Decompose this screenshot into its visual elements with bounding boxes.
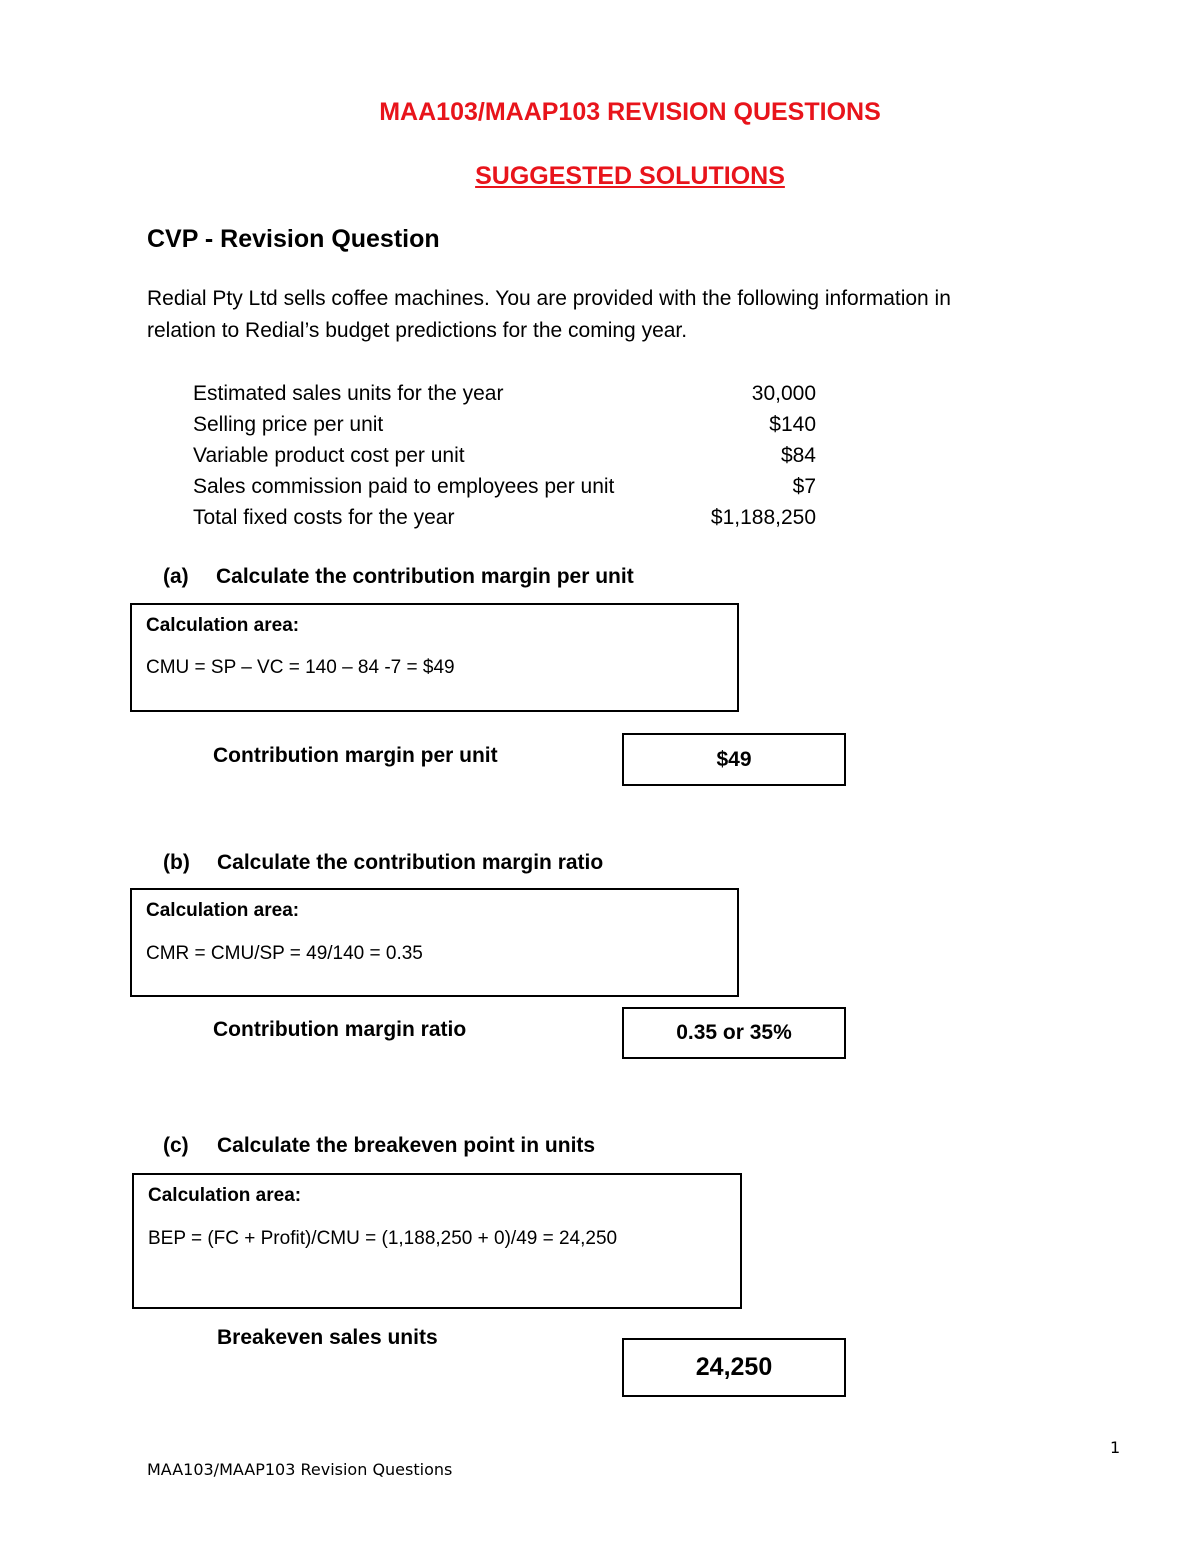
question-c-text: Calculate the breakeven point in units [217, 1134, 596, 1157]
result-label-b: Contribution margin ratio [213, 1018, 467, 1041]
intro-line-1: Redial Pty Ltd sells coffee machines. You are provided with the following information in [147, 287, 951, 310]
question-b-letter: (b) [163, 851, 190, 874]
calculation-area-label: Calculation area: [146, 615, 300, 636]
calculation-area-label: Calculation area: [148, 1185, 302, 1206]
intro-line-2: relation to Redial’s budget predictions for the coming year. [147, 319, 688, 342]
budget-row-label: Sales commission paid to employees per unit [193, 475, 615, 498]
answer-box-c [622, 1338, 846, 1397]
question-c-letter: (c) [163, 1134, 189, 1157]
result-label-c: Breakeven sales units [217, 1326, 438, 1349]
question-b-text: Calculate the contribution margin ratio [217, 851, 604, 874]
budget-row-label: Variable product cost per unit [193, 444, 465, 467]
question-a-text: Calculate the contribution margin per unit [216, 565, 634, 588]
footer-text: MAA103/MAAP103 Revision Questions [147, 1460, 453, 1479]
calculation-text: CMU = SP – VC = 140 – 84 -7 = $49 [146, 657, 455, 678]
question-a-letter: (a) [163, 565, 189, 588]
budget-row-label: Estimated sales units for the year [193, 382, 504, 405]
page-number: 1 [1110, 1438, 1121, 1457]
budget-row-label: Total fixed costs for the year [193, 506, 455, 529]
budget-row-value: $84 [780, 444, 816, 467]
budget-row-value: $140 [769, 413, 816, 436]
calculation-area-label: Calculation area: [146, 900, 300, 921]
budget-row-label: Selling price per unit [193, 413, 384, 436]
document-title: MAA103/MAAP103 REVISION QUESTIONS [379, 98, 881, 126]
calculation-area-b [130, 888, 739, 997]
result-label-a: Contribution margin per unit [213, 744, 498, 767]
calculation-text: BEP = (FC + Profit)/CMU = (1,188,250 + 0)/49 = 24,250 [148, 1228, 618, 1249]
answer-box-b [622, 1007, 846, 1059]
section-heading: CVP - Revision Question [147, 225, 440, 253]
calculation-area-a [130, 603, 739, 712]
answer-value: 24,250 [695, 1353, 773, 1381]
calculation-area-c [132, 1173, 742, 1309]
budget-row-value: $1,188,250 [710, 506, 816, 529]
budget-row-value: $7 [792, 475, 816, 498]
answer-value: $49 [716, 747, 752, 771]
answer-box-a [622, 733, 846, 786]
answer-value: 0.35 or 35% [676, 1021, 792, 1044]
calculation-text: CMR = CMU/SP = 49/140 = 0.35 [146, 943, 423, 964]
document-subtitle: SUGGESTED SOLUTIONS [475, 162, 785, 190]
budget-row-value: 30,000 [751, 382, 816, 405]
